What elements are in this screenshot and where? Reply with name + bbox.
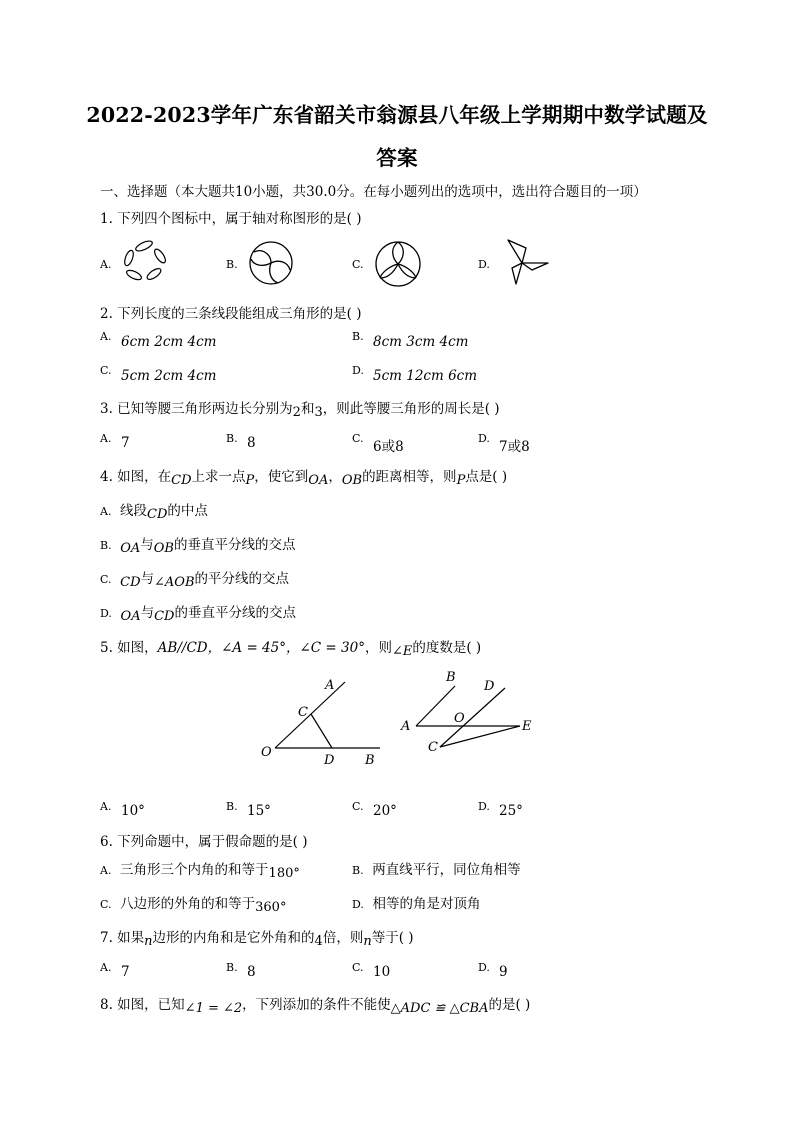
q1-option-b-label: B. [226, 258, 238, 271]
q2-option-b: 8cm 3cm 4cm [373, 334, 469, 350]
q6-stem: 6. 下列命题中，属于假命题的是( ) [100, 834, 308, 850]
q6-option-c-text: 八边形的外角的和等于 [120, 896, 256, 912]
q4-stem-text-4: 的距离相等，则 [362, 469, 457, 485]
q1-option-a-label: A. [100, 258, 112, 271]
q3-option-a-label: A. [100, 432, 112, 445]
q5-stem-text-1: 5. 如图， [100, 640, 158, 656]
q4-option-a-label: A. [100, 505, 112, 518]
q4-option-a-math: CD [147, 507, 168, 522]
q5-figure-parallel [398, 666, 538, 758]
q4-option-b-math-1: OA [120, 541, 141, 556]
q4-stem-text-1: 4. 如图，在 [100, 469, 172, 485]
q4-point-p-2: P [456, 473, 466, 488]
q4-option-d-math-2: CD [154, 609, 175, 624]
q5-option-b-label: B. [226, 800, 238, 813]
q5-option-d-label: D. [478, 800, 490, 813]
q5-option-b: 15° [247, 803, 271, 819]
q5-option-c: 20° [373, 803, 397, 819]
q6-option-b-label: B. [352, 864, 364, 877]
q5-option-c-label: C. [352, 800, 364, 813]
q2-option-d-label: D. [352, 364, 364, 377]
q4-option-d [100, 601, 296, 624]
q4-option-d-text-2: 的垂直平分线的交点 [174, 605, 296, 621]
q6-option-d [352, 892, 481, 912]
q7-option-c-label: C. [352, 961, 364, 974]
q6-option-a-text: 三角形三个内角的和等于 [120, 862, 269, 878]
q7-stem-text-4: 等于( ) [371, 930, 414, 946]
q4-option-c-text: 与 [140, 571, 154, 587]
q3-option-a: 7 [121, 435, 130, 451]
page-title-cont: 答案 [376, 146, 418, 170]
q4-stem-text-3: ，使它到 [254, 469, 309, 485]
fig1-label-a: A [325, 678, 335, 693]
q6-option-a-label: A. [100, 864, 112, 877]
q4-option-d-math-1: OA [120, 609, 141, 624]
q5-option-a: 10° [121, 803, 145, 819]
q4-option-b-text-2: 的垂直平分线的交点 [173, 537, 296, 553]
q7-stem-text-3: 倍，则 [322, 930, 364, 946]
q4-option-b-math-2: OB [153, 541, 174, 556]
q8-condition: ∠1 = ∠2 [184, 1001, 243, 1016]
fig2-label-b: B [446, 670, 456, 685]
q7-variable-n-2: n [363, 934, 372, 949]
q4-option-c-math-2: ∠AOB [154, 575, 195, 590]
q6-option-b-text: 两直线平行，同位角相等 [372, 862, 521, 878]
swirl-circle-icon [248, 240, 294, 286]
q4-option-a [100, 499, 208, 522]
q5-option-a-label: A. [100, 800, 112, 813]
q6-option-c [100, 892, 287, 915]
q8-congruence: △ADC ≌ △CBA [390, 1001, 489, 1016]
q1-option-d-label: D. [478, 258, 490, 271]
q3-stem-text-1: 3. 已知等腰三角形两边长分别为 [100, 401, 293, 417]
q3-stem [100, 397, 500, 420]
q3-option-d-label: D. [478, 432, 490, 445]
q6-option-a [100, 858, 300, 881]
q4-stem [100, 465, 508, 488]
q2-stem: 2. 下列长度的三条线段能组成三角形的是( ) [100, 306, 362, 322]
q5-stem [100, 636, 482, 659]
q8-stem-text-2: ，下列添加的条件不能使 [242, 997, 391, 1013]
q7-stem-text-1: 7. 如果 [100, 930, 145, 946]
q4-option-b [100, 533, 296, 556]
q4-comma: ， [328, 469, 342, 485]
q5-figure-angle [255, 672, 390, 772]
fig2-label-o: O [454, 711, 465, 726]
fig2-segment-ab [416, 686, 455, 726]
q5-stem-text-2: ，则 [364, 640, 392, 656]
fig2-label-c: C [428, 740, 438, 755]
q7-option-d: 9 [499, 964, 508, 980]
q8-stem [100, 993, 531, 1016]
fig1-label-b: B [365, 753, 375, 768]
q7-stem [100, 926, 414, 949]
q4-point-p: P [245, 473, 255, 488]
q3-number-1: 2 [292, 405, 301, 420]
q2-option-d: 5cm 12cm 6cm [373, 368, 478, 384]
q3-option-b-label: B. [226, 432, 238, 445]
q3-stem-text-2: ，则此等腰三角形的周长是( ) [322, 401, 500, 417]
q7-option-b-label: B. [226, 961, 238, 974]
q2-option-a: 6cm 2cm 4cm [121, 334, 217, 350]
fig2-label-e: E [522, 719, 532, 734]
q3-number-2: 3 [314, 405, 323, 420]
q1-option-c-label: C. [352, 258, 364, 271]
fig2-label-d: D [484, 679, 495, 694]
q7-option-a: 7 [121, 964, 130, 980]
q4-stem-text-2: 上求一点 [191, 469, 246, 485]
q4-stem-text-5: 点是( ) [465, 469, 508, 485]
fig1-label-d: D [324, 753, 335, 768]
q2-option-b-label: B. [352, 330, 364, 343]
q7-option-c: 10 [373, 964, 391, 980]
q4-ray-oa: OA [308, 473, 329, 488]
three-arc-circle-icon [374, 240, 422, 288]
q7-option-d-label: D. [478, 961, 490, 974]
q2-option-c-label: C. [100, 364, 112, 377]
q2-option-a-label: A. [100, 330, 112, 343]
q4-option-d-label: D. [100, 607, 112, 620]
q7-option-a-label: A. [100, 961, 112, 974]
pinwheel-icon [500, 236, 552, 288]
q4-option-b-label: B. [100, 539, 112, 552]
q6-option-c-number: 360° [255, 900, 287, 915]
fig1-label-c: C [298, 705, 308, 720]
q7-multiplier: 4 [314, 934, 323, 949]
q7-stem-text-2: 边形的内角和是它外角和的 [152, 930, 315, 946]
q7-option-b: 8 [247, 964, 256, 980]
q7-variable-n: n [144, 934, 153, 949]
q5-condition: AB//CD，∠A = 45°，∠C = 30° [157, 640, 365, 656]
q1-stem: 1. 下列四个图标中，属于轴对称图形的是( ) [100, 211, 362, 227]
q6-option-a-number: 180° [268, 866, 300, 881]
fig2-label-a: A [401, 719, 411, 734]
q3-option-b: 8 [247, 435, 256, 451]
q3-option-c-label: C. [352, 432, 364, 445]
q4-option-a-text-2: 的中点 [167, 503, 208, 519]
q3-option-d: 7或8 [499, 439, 530, 455]
q4-option-b-text: 与 [140, 537, 154, 553]
q8-stem-text-1: 8. 如图，已知 [100, 997, 185, 1013]
q2-option-c: 5cm 2cm 4cm [121, 368, 217, 384]
leaf-petals-icon [120, 238, 170, 284]
q4-ray-ob: OB [341, 473, 363, 488]
q6-option-d-text: 相等的角是对顶角 [372, 896, 481, 912]
q6-option-c-label: C. [100, 898, 112, 911]
q4-option-c-math-1: CD [120, 575, 141, 590]
q4-option-c-label: C. [100, 573, 112, 586]
q4-option-c [100, 567, 289, 590]
q6-option-b [352, 858, 521, 878]
q4-segment-cd: CD [171, 473, 192, 488]
q4-option-d-text: 与 [140, 605, 155, 621]
q5-angle-e: ∠E [391, 644, 413, 659]
q3-option-c: 6或8 [373, 439, 404, 455]
q5-stem-text-3: 的度数是( ) [412, 640, 482, 656]
q4-option-a-text: 线段 [120, 503, 148, 519]
q4-option-c-text-2: 的平分线的交点 [194, 571, 289, 587]
q8-stem-text-3: 的是( ) [488, 997, 531, 1013]
q6-option-d-label: D. [352, 898, 364, 911]
q5-option-d: 25° [499, 803, 523, 819]
fig1-segment-cd [311, 714, 332, 748]
fig1-ray-oa [275, 682, 345, 748]
section-heading: 一、选择题（本大题共10小题，共30.0分。在每小题列出的选项中，选出符合题目的一项） [100, 184, 647, 200]
fig1-label-o: O [261, 745, 272, 760]
page-title: 2022-2023学年广东省韶关市翁源县八年级上学期期中数学试题及 [86, 103, 708, 127]
q3-and: 和 [300, 401, 315, 417]
